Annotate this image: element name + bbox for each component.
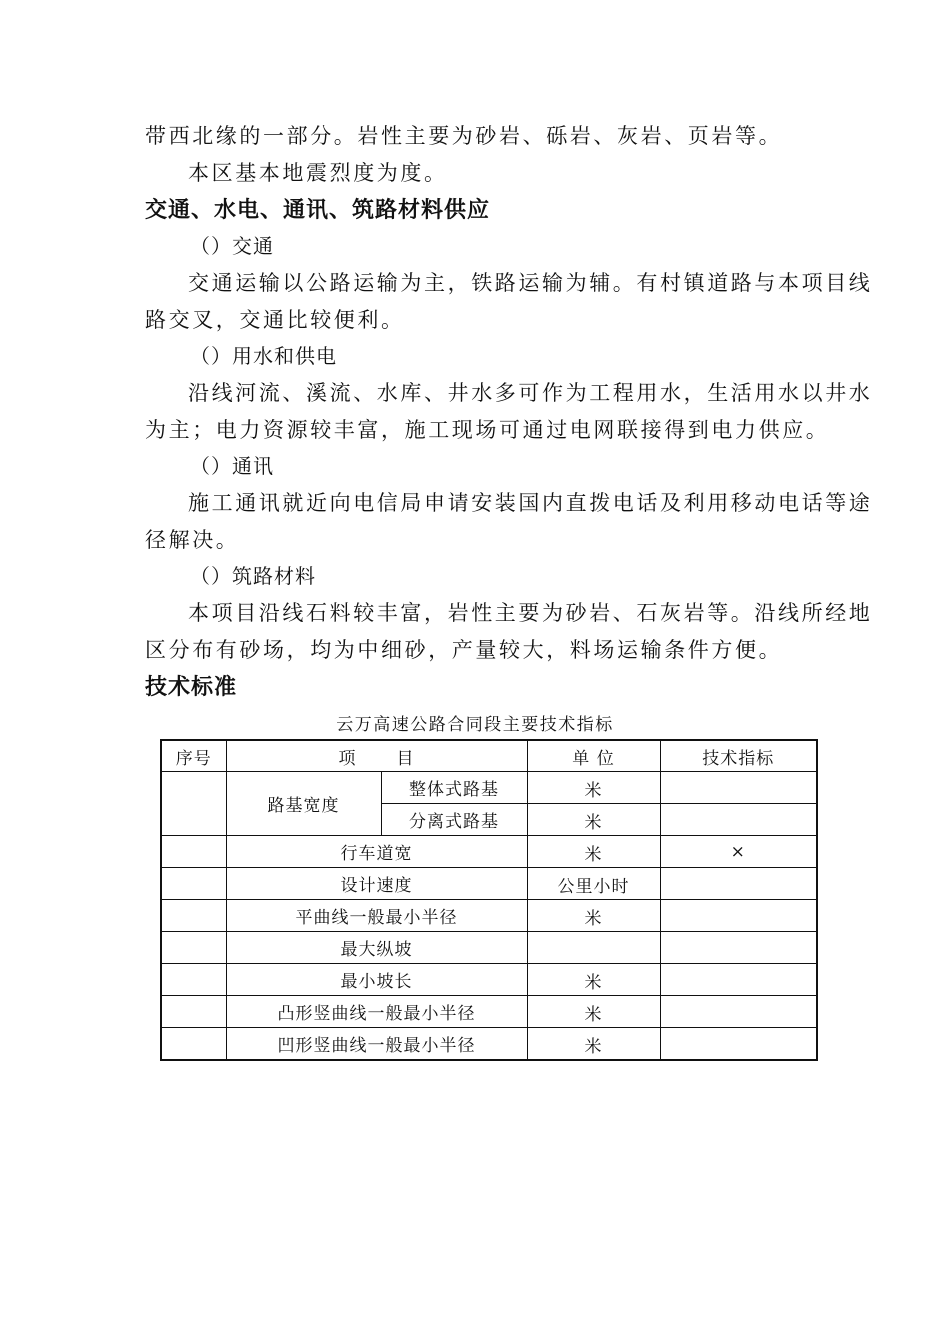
cell-min-slope-length: 最小坡长 [226,964,527,996]
paragraph-traffic-line1: 交通运输以公路运输为主，铁路运输为辅。有村镇道路与本项目线 [188,271,873,295]
cell-unit: 米 [527,772,660,804]
subheading-traffic: （）交通 [190,234,274,258]
header-value: 技术指标 [660,740,817,772]
header-item [226,740,527,772]
cell-unit: 米 [527,900,660,932]
cell-seq [161,964,226,996]
subheading-communication: （）通讯 [190,454,274,478]
cell-value: × [660,836,817,868]
paragraph-materials-line1: 本项目沿线石料较丰富，岩性主要为砂岩、石灰岩等。沿线所经地 [188,601,873,625]
header-item-a: 项 [338,748,357,769]
paragraph-comm-line2: 径解决。 [145,528,240,552]
table-header-row [161,740,817,772]
header-seq: 序号 [161,740,226,772]
cell-seq [161,932,226,964]
cell-seq [161,900,226,932]
cell-value [660,868,817,900]
cell-unit: 米 [527,804,660,836]
subheading-water-power: （）用水和供电 [190,344,337,368]
table-row [161,964,817,996]
cell-value [660,996,817,1028]
cell-unit [527,932,660,964]
table-row [161,932,817,964]
cell-lane-width: 行车道宽 [226,836,527,868]
paragraph-water-line1: 沿线河流、溪流、水库、井水多可作为工程用水，生活用水以井水 [188,381,873,405]
cell-value [660,900,817,932]
subheading-materials: （）筑路材料 [190,564,316,588]
cell-separated: 分离式路基 [381,804,527,836]
cell-value [660,964,817,996]
table-row [161,836,817,868]
paragraph-geology: 带西北缘的一部分。岩性主要为砂岩、砾岩、灰岩、页岩等。 [145,124,783,148]
table-caption: 云万高速公路合同段主要技术指标 [336,715,614,735]
paragraph-comm-line1: 施工通讯就近向电信局申请安装国内直拨电话及利用移动电话等途 [188,491,873,515]
cell-unit: 公里小时 [527,868,660,900]
paragraph-water-line2: 为主；电力资源较丰富，施工现场可通过电网联接得到电力供应。 [145,418,830,442]
paragraph-traffic-line2: 路交叉，交通比较便利。 [145,308,405,332]
cell-seq [161,772,226,836]
header-unit: 单 位 [527,740,660,772]
header-item-b: 目 [396,748,415,769]
heading-supply: 交通、水电、通讯、筑路材料供应 [145,198,491,223]
table-row [161,868,817,900]
cell-value [660,772,817,804]
table-row [161,772,817,804]
tech-index-table [160,739,818,1061]
cell-seq [161,996,226,1028]
paragraph-materials-line2: 区分布有砂场，均为中细砂，产量较大，料场运输条件方便。 [145,638,783,662]
cell-unit: 米 [527,964,660,996]
cell-unit: 米 [527,836,660,868]
cell-min-radius: 平曲线一般最小半径 [226,900,527,932]
table-row [161,996,817,1028]
cell-unit: 米 [527,996,660,1028]
cell-design-speed: 设计速度 [226,868,527,900]
cell-concave-radius: 凹形竖曲线一般最小半径 [226,1028,527,1061]
heading-tech-standard: 技术标准 [145,675,238,700]
cell-max-grade: 最大纵坡 [226,932,527,964]
cell-integral: 整体式路基 [381,772,527,804]
cell-convex-radius: 凸形竖曲线一般最小半径 [226,996,527,1028]
cell-seq [161,836,226,868]
cell-seq [161,1028,226,1061]
table-row [161,1028,817,1061]
cell-unit: 米 [527,1028,660,1061]
cell-subgrade-width: 路基宽度 [226,772,381,836]
table-row [161,900,817,932]
cell-value [660,932,817,964]
cell-seq [161,868,226,900]
paragraph-seismic: 本区基本地震烈度为度。 [188,161,448,185]
cell-value [660,804,817,836]
cell-value [660,1028,817,1061]
